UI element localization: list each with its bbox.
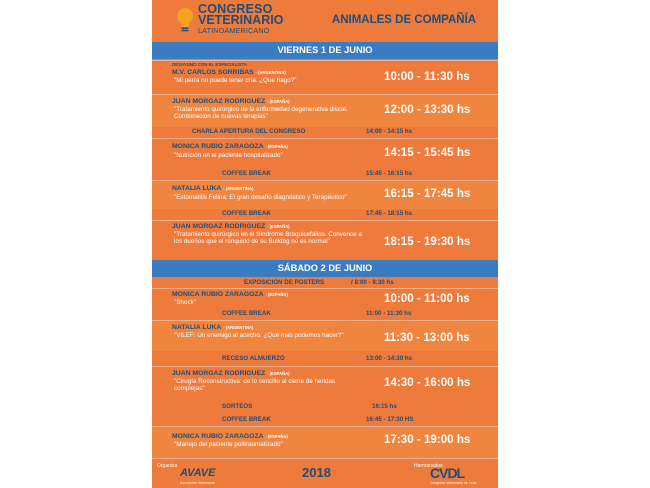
break-label: COFFEE BREAK <box>222 416 271 423</box>
day-2-band: SÁBADO 2 DE JUNIO <box>152 260 498 277</box>
break-label: COFFEE BREAK <box>222 310 271 317</box>
session-row <box>152 60 498 95</box>
break-label: CHARLA APERTURA DEL CONGRESO <box>192 128 306 135</box>
break-label: COFFEE BREAK <box>222 210 271 217</box>
session-time: 11:30 - 13:00 hs <box>384 331 470 344</box>
session-row <box>152 426 498 459</box>
event-poster <box>152 0 498 488</box>
break-label: RECESO ALMUERZO <box>222 355 285 362</box>
speaker-name: M.V. CARLOS SORRIBAS <box>172 69 254 76</box>
break-time: 17:45 - 18:15 hs <box>366 210 413 217</box>
session-title: "Nutrición en el paciente hospitalizado" <box>174 152 283 159</box>
speaker-name: JUAN MORGAZ RODRIGUEZ <box>172 370 266 377</box>
speaker-country: - (ESPAÑA) <box>267 371 290 376</box>
session-title: "Manejo del paciente politraumatizado" <box>174 441 283 448</box>
speaker-name: NATALIA LUKA <box>172 185 222 192</box>
speaker-country: - (ARGENTINA) <box>255 70 286 75</box>
session-speaker <box>172 291 288 298</box>
break-time: 16:15 hs <box>372 403 397 410</box>
break-time: 15:45 - 16:15 hs <box>366 170 413 177</box>
break-time: 14:00 - 14:15 hs <box>366 128 413 135</box>
break-label: SORTEOS <box>222 403 253 410</box>
session-row <box>152 288 498 311</box>
avave-logo: AVAVE <box>180 467 216 479</box>
speaker-country: - (ESPAÑA) <box>267 99 290 104</box>
speaker-country: - (ARGENTINA) <box>223 186 254 191</box>
session-title: "Tratamiento quirúrgico de la enfermedad degenerativa discal. Combinación de nuevas terapias" <box>174 106 348 121</box>
session-row <box>152 138 498 167</box>
brand-line-3: LATINOAMERICANO <box>198 26 270 35</box>
speaker-country: - (ESPAÑA) <box>267 224 290 229</box>
session-speaker <box>172 143 288 150</box>
break-label: COFFEE BREAK <box>222 170 271 177</box>
session-pre-label: DESAYUNO CON EL ESPECIALISTA <box>172 62 248 67</box>
speaker-name: JUAN MORGAZ RODRIGUEZ <box>172 223 266 230</box>
lightbulb-icon <box>176 7 194 33</box>
break-time: 16:45 - 17:30 HS <box>366 416 414 423</box>
session-speaker <box>172 223 290 230</box>
session-time: 17:30 - 19:00 hs <box>384 433 471 446</box>
session-speaker <box>172 324 253 331</box>
speaker-country: - (ESPAÑA) <box>265 292 288 297</box>
session-title: "VILEF: Un enemigo al acecho. ¿Qué mas podemos hacer?" <box>174 332 344 339</box>
session-speaker <box>172 433 288 440</box>
session-title: "Tratamiento quirúrgico en el Síndrome Braquicefálico. Convence a los dueños que el ronquido de su Bulldog no es normal" <box>174 231 362 246</box>
poster-header <box>152 0 498 42</box>
session-title: "Shock" <box>174 299 196 306</box>
session-row <box>152 94 498 127</box>
session-row <box>152 220 498 259</box>
session-row <box>152 180 498 209</box>
cvdl-logo: CVDL <box>430 465 465 481</box>
speaker-country: - (ESPAÑA) <box>265 144 288 149</box>
avave-logo-subtitle: Asociación Veterinaria <box>180 481 215 485</box>
session-time: 12:00 - 13:30 hs <box>384 103 471 116</box>
session-time: 14:30 - 16:00 hs <box>384 376 471 389</box>
event-year: 2018 <box>302 465 331 480</box>
session-speaker <box>172 98 290 105</box>
session-row <box>152 320 498 351</box>
speaker-name: MONICA RUBIO ZARAGOZA <box>172 143 264 150</box>
session-time: 18:15 - 19:30 hs <box>384 235 471 248</box>
session-speaker <box>172 370 290 377</box>
session-title: "Estomatitis Felina: El gran desafío diagnóstico y Terapéutico" <box>174 194 347 201</box>
session-title: "Mi perra no puede tener cría. ¿Que hago?" <box>174 77 297 84</box>
break-time: 13:00 - 14:30 hs <box>366 355 413 362</box>
session-time: 10:00 - 11:30 hs <box>384 70 470 83</box>
break-label: EXPOSICIÓN DE POSTERS <box>244 279 325 286</box>
speaker-name: JUAN MORGAZ RODRIGUEZ <box>172 98 266 105</box>
topic-title: ANIMALES DE COMPAÑÍA <box>331 14 477 26</box>
session-speaker <box>172 185 253 192</box>
poster-footer <box>152 458 498 488</box>
speaker-name: MONICA RUBIO ZARAGOZA <box>172 433 264 440</box>
brand-line-1: CONGRESO <box>198 2 273 16</box>
session-row <box>152 366 498 399</box>
speaker-country: - (ESPAÑA) <box>265 434 288 439</box>
speaker-name: MONICA RUBIO ZARAGOZA <box>172 291 264 298</box>
organiza-label: Organiza <box>157 463 178 469</box>
speaker-country: - (ARGENTINA) <box>223 325 254 330</box>
session-time: 16:15 - 17:45 hs <box>384 187 471 200</box>
session-time: 10:00 - 11:00 hs <box>384 292 470 305</box>
break-time: / 8:00 - 9:30 hs <box>351 279 394 286</box>
day-1-band: VIERNES 1 DE JUNIO <box>152 42 498 59</box>
speaker-name: NATALIA LUKA <box>172 324 222 331</box>
hermanados-label: Hermanados <box>414 463 443 469</box>
session-title: "Cirugía Reconstructiva: de lo sencillo al cierre de heridas complejas" <box>174 378 336 393</box>
cvdl-logo-subtitle: Congreso Veterinario de León <box>430 481 477 485</box>
session-time: 14:15 - 15:45 hs <box>384 146 471 159</box>
break-time: 11:00 - 11:30 hs <box>366 310 412 317</box>
session-speaker <box>172 69 286 76</box>
brand-line-2: VETERINARIO <box>198 13 284 27</box>
